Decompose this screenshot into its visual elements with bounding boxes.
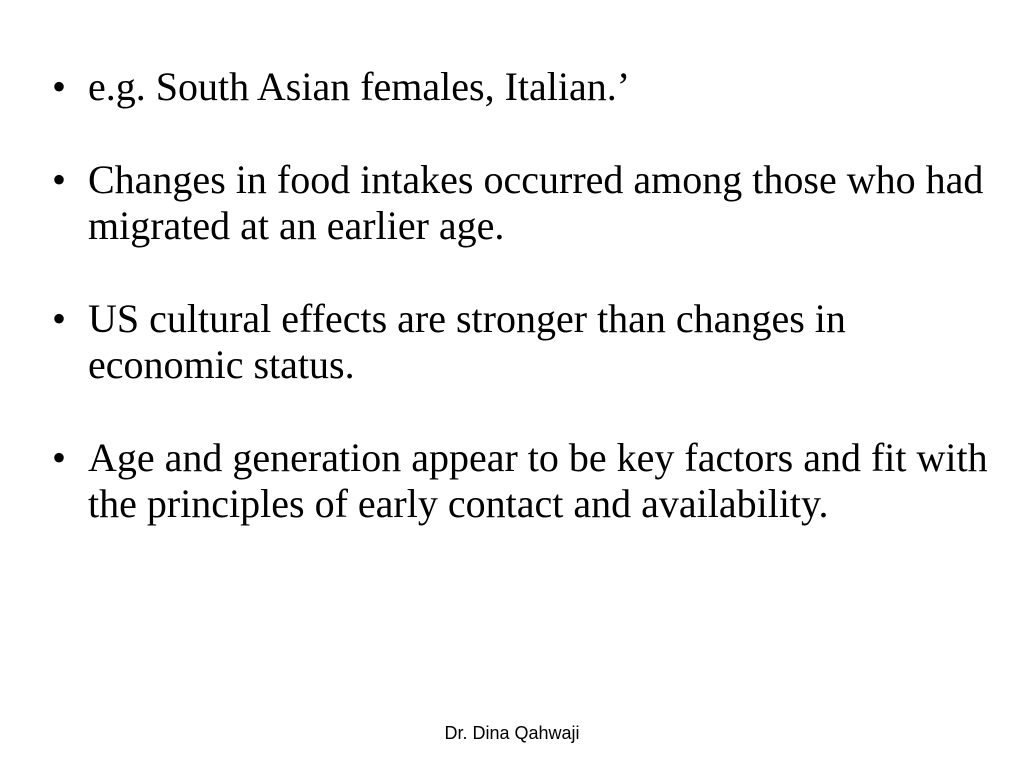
- footer-author-credit: [0, 722, 1024, 744]
- bullet-item-2: [48, 157, 988, 249]
- bullet-text-4: Age and generation appear to be key factors and fit with the principles of early contact and availability.: [88, 435, 988, 526]
- bullet-text-3: US cultural effects are stronger than changes in economic status.: [88, 296, 846, 387]
- bullet-text-2: Changes in food intakes occurred among those who had migrated at an earlier age.: [88, 157, 984, 248]
- bullet-item-1: [48, 64, 988, 110]
- footer-author-text: Dr. Dina Qahwaji: [444, 723, 580, 743]
- bullet-dot-icon: •: [52, 435, 67, 480]
- bullet-item-4: [48, 435, 988, 527]
- bullet-item-3: [48, 296, 988, 388]
- bullet-text-1: e.g. South Asian females, Italian.’: [88, 64, 631, 109]
- bullet-dot-icon: •: [52, 64, 67, 109]
- bullet-list: [48, 64, 988, 574]
- bullet-dot-icon: •: [52, 296, 67, 341]
- bullet-dot-icon: •: [52, 157, 67, 202]
